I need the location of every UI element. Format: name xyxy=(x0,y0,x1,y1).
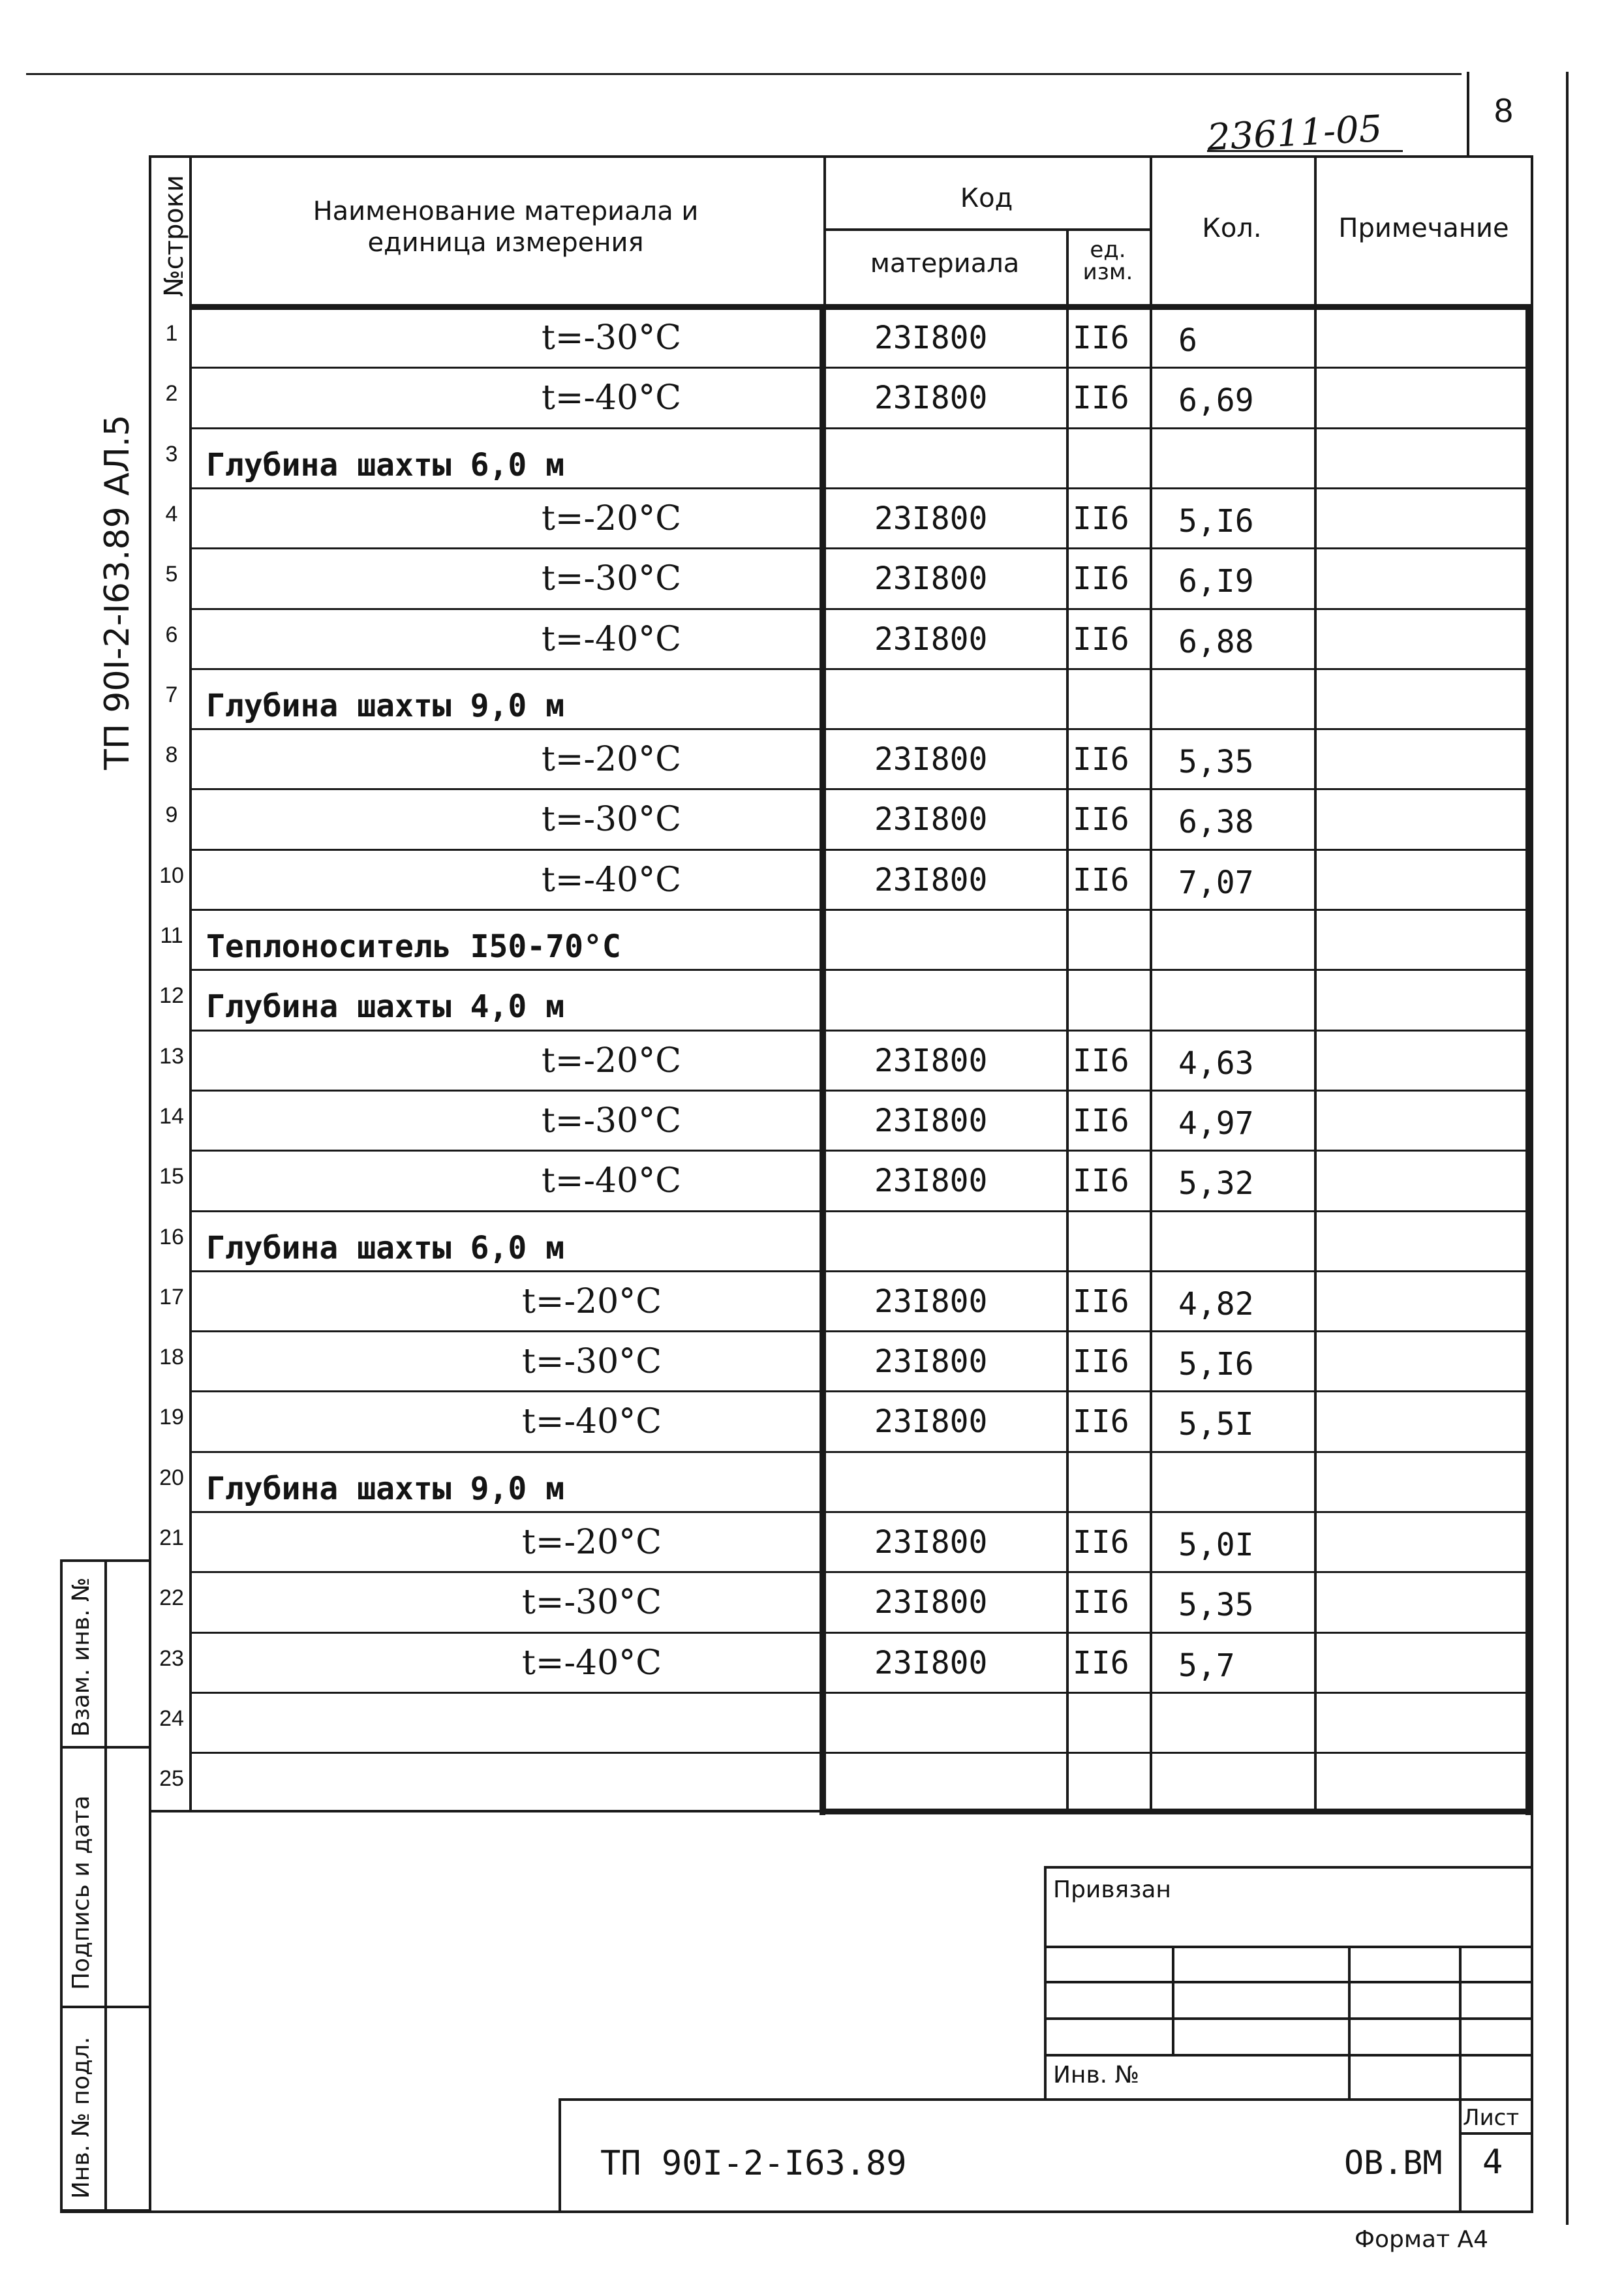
col-line-rowno xyxy=(189,155,192,1812)
row-material-code: 23I800 xyxy=(874,560,988,598)
row-separator xyxy=(189,1330,1533,1332)
row-separator xyxy=(189,728,1533,730)
row-separator xyxy=(189,1390,1533,1392)
header-row-no: №строки xyxy=(159,175,189,297)
row-material-code: 23I800 xyxy=(874,320,988,356)
row-material-code: 23I800 xyxy=(874,620,988,658)
row-quantity: 5,I6 xyxy=(1178,1346,1254,1383)
row-unit-code: II6 xyxy=(1073,320,1129,356)
row-quantity: 6,69 xyxy=(1178,382,1254,420)
row-separator xyxy=(189,1511,1533,1513)
row-temperature: t=-20°C xyxy=(542,498,681,538)
row-number: 20 xyxy=(159,1465,184,1490)
row-separator xyxy=(189,1692,1533,1694)
row-number: 25 xyxy=(159,1766,184,1792)
row-separator xyxy=(189,668,1533,670)
row-temperature: t=-40°C xyxy=(522,1402,662,1442)
row-separator xyxy=(189,1150,1533,1152)
row-number: 13 xyxy=(159,1043,184,1069)
header-material: материала xyxy=(870,249,1020,279)
body-thick-left xyxy=(820,304,825,1815)
row-separator xyxy=(189,788,1533,790)
row-number: 6 xyxy=(165,622,178,647)
spec-table xyxy=(149,155,1533,1812)
row-separator xyxy=(189,367,1533,369)
tb-v2 xyxy=(1348,1946,1351,2101)
lower-frame-right xyxy=(1531,1812,1533,2212)
row-quantity: 4,63 xyxy=(1178,1045,1254,1082)
row-temperature: t=-20°C xyxy=(522,1523,662,1562)
row-unit-code: II6 xyxy=(1073,380,1129,417)
row-name: Глубина шахты 9,0 м xyxy=(206,1470,565,1507)
tb-sheet-label: Лист xyxy=(1463,2105,1520,2131)
row-material-code: 23I800 xyxy=(874,1524,988,1561)
tb-inv-no: Инв. № xyxy=(1053,2062,1140,2088)
stamp-inv: Инв. № подл. xyxy=(68,2036,95,2199)
row-separator xyxy=(189,1030,1533,1032)
row-quantity: 5,5I xyxy=(1178,1406,1254,1443)
row-material-code: 23I800 xyxy=(874,861,988,898)
top-rule xyxy=(26,73,1462,75)
row-number: 9 xyxy=(165,803,178,828)
row-temperature: t=-30°C xyxy=(542,318,681,358)
tb-sheet-split xyxy=(1459,2132,1533,2135)
row-quantity: 6 xyxy=(1178,322,1197,359)
row-material-code: 23I800 xyxy=(874,1102,988,1139)
row-unit-code: II6 xyxy=(1073,500,1129,537)
col-line-unit xyxy=(1150,155,1152,1812)
tb-mark: ОВ.ВМ xyxy=(1344,2144,1443,2182)
tb-v3 xyxy=(1459,1946,1462,2101)
row-unit-code: II6 xyxy=(1073,1524,1129,1561)
row-quantity: 5,32 xyxy=(1178,1165,1254,1202)
tb-sheet-left xyxy=(1459,2098,1462,2212)
row-temperature: t=-20°C xyxy=(522,1281,662,1321)
row-separator xyxy=(189,608,1533,610)
row-temperature: t=-20°C xyxy=(542,740,681,780)
row-number: 1 xyxy=(165,321,178,346)
row-number: 17 xyxy=(159,1284,184,1309)
code-split-line xyxy=(823,228,1150,231)
col-line-qty xyxy=(1314,155,1317,1812)
row-separator xyxy=(189,487,1533,489)
row-name: Глубина шахты 6,0 м xyxy=(206,446,565,483)
row-temperature: t=-40°C xyxy=(542,860,681,900)
row-quantity: 4,97 xyxy=(1178,1105,1254,1142)
row-temperature: t=-40°C xyxy=(542,378,681,418)
row-separator xyxy=(189,1090,1533,1092)
row-unit-code: II6 xyxy=(1073,1042,1129,1079)
row-number: 12 xyxy=(159,983,184,1009)
lower-frame-left xyxy=(149,1812,151,2212)
row-unit-code: II6 xyxy=(1073,1644,1129,1681)
tb-left xyxy=(1044,1866,1047,2101)
row-separator xyxy=(189,1571,1533,1573)
row-material-code: 23I800 xyxy=(874,1644,988,1681)
row-number: 23 xyxy=(159,1645,184,1671)
row-unit-code: II6 xyxy=(1073,861,1129,898)
tb-v1 xyxy=(1172,1946,1174,2054)
page-number: 8 xyxy=(1494,92,1513,130)
body-top-border xyxy=(189,304,1533,310)
row-material-code: 23I800 xyxy=(874,1343,988,1381)
row-name: Глубина шахты 9,0 м xyxy=(206,687,565,724)
side-doc-code: ТП 90I-2-I63.89 АЛ.5 xyxy=(98,414,137,770)
handwritten-code: 23611-05 xyxy=(1206,108,1383,159)
row-unit-code: II6 xyxy=(1073,1343,1129,1381)
row-material-code: 23I800 xyxy=(874,741,988,778)
row-number: 4 xyxy=(165,501,178,527)
col-line-material xyxy=(1066,228,1069,1812)
row-temperature: t=-30°C xyxy=(522,1342,662,1382)
header-qty: Кол. xyxy=(1202,213,1262,243)
row-unit-code: II6 xyxy=(1073,620,1129,658)
row-unit-code: II6 xyxy=(1073,560,1129,598)
row-number: 24 xyxy=(159,1705,184,1731)
row-separator xyxy=(189,427,1533,429)
row-temperature: t=-30°C xyxy=(542,559,681,599)
row-material-code: 23I800 xyxy=(874,380,988,417)
row-unit-code: II6 xyxy=(1073,1283,1129,1320)
row-temperature: t=-30°C xyxy=(522,1583,662,1623)
stamp-podpis: Подпись и дата xyxy=(68,1795,95,1990)
tb-line-1 xyxy=(1044,1866,1533,1869)
side-stamp-divider xyxy=(104,1559,107,2212)
row-quantity: 6,I9 xyxy=(1178,563,1254,600)
tb-sheet-no: 4 xyxy=(1482,2143,1503,2182)
page-box-left xyxy=(1467,72,1469,158)
right-margin-line xyxy=(1566,72,1569,2225)
row-number: 2 xyxy=(165,381,178,406)
tb-privyazan: Привязан xyxy=(1053,1876,1171,1903)
row-number: 16 xyxy=(159,1224,184,1249)
row-material-code: 23I800 xyxy=(874,801,988,838)
row-number: 10 xyxy=(159,863,184,888)
header-code: Код xyxy=(960,183,1013,213)
row-separator xyxy=(189,909,1533,911)
tb-line-6 xyxy=(559,2098,1533,2101)
row-quantity: 6,38 xyxy=(1178,804,1254,841)
row-number: 8 xyxy=(165,742,178,768)
row-unit-code: II6 xyxy=(1073,801,1129,838)
row-separator xyxy=(189,849,1533,851)
row-separator xyxy=(189,1270,1533,1272)
row-quantity: 4,82 xyxy=(1178,1285,1254,1323)
row-temperature: t=-40°C xyxy=(522,1643,662,1683)
row-unit-code: II6 xyxy=(1073,1163,1129,1200)
row-name: Глубина шахты 6,0 м xyxy=(206,1229,565,1266)
body-thick-right xyxy=(1525,304,1531,1815)
header-unit: ед. изм. xyxy=(1082,237,1133,285)
row-number: 19 xyxy=(159,1405,184,1430)
row-temperature: t=-40°C xyxy=(542,619,681,659)
row-unit-code: II6 xyxy=(1073,1584,1129,1621)
row-number: 7 xyxy=(165,682,178,707)
row-temperature: t=-20°C xyxy=(542,1041,681,1080)
row-temperature: t=-30°C xyxy=(542,800,681,840)
side-stamp-sep2 xyxy=(60,2006,151,2008)
tb-doc-code: ТП 90I-2-I63.89 xyxy=(600,2144,907,2183)
row-material-code: 23I800 xyxy=(874,1403,988,1441)
header-name: Наименование материала и единица измерения xyxy=(313,196,699,258)
row-separator xyxy=(189,1632,1533,1634)
row-quantity: 5,I6 xyxy=(1178,502,1254,540)
stamp-vzam: Взам. инв. № xyxy=(68,1577,95,1737)
body-bottom-border xyxy=(820,1809,1533,1814)
row-separator xyxy=(189,547,1533,549)
row-separator xyxy=(189,1451,1533,1453)
row-separator xyxy=(189,969,1533,971)
side-stamp-sep1 xyxy=(60,1746,151,1749)
row-number: 5 xyxy=(165,562,178,587)
row-number: 21 xyxy=(159,1525,184,1550)
handwritten-underline xyxy=(1207,150,1403,152)
row-separator xyxy=(189,1752,1533,1754)
row-quantity: 5,35 xyxy=(1178,1587,1254,1624)
row-material-code: 23I800 xyxy=(874,500,988,537)
row-number: 18 xyxy=(159,1345,184,1370)
row-temperature: t=-40°C xyxy=(542,1161,681,1201)
row-quantity: 7,07 xyxy=(1178,864,1254,901)
row-number: 11 xyxy=(160,923,183,948)
row-quantity: 5,7 xyxy=(1178,1647,1235,1684)
row-material-code: 23I800 xyxy=(874,1042,988,1079)
row-quantity: 5,0I xyxy=(1178,1527,1254,1563)
row-quantity: 6,88 xyxy=(1178,623,1254,660)
row-separator xyxy=(189,1210,1533,1212)
row-unit-code: II6 xyxy=(1073,1102,1129,1139)
row-material-code: 23I800 xyxy=(874,1163,988,1200)
format-label: Формат А4 xyxy=(1355,2226,1489,2253)
tb-main-left xyxy=(559,2098,561,2212)
row-name: Глубина шахты 4,0 м xyxy=(206,988,565,1026)
row-name: Теплоноситель I50-70°C xyxy=(206,928,621,965)
row-number: 15 xyxy=(159,1164,184,1189)
row-number: 14 xyxy=(159,1103,184,1129)
row-quantity: 5,35 xyxy=(1178,744,1254,781)
row-unit-code: II6 xyxy=(1073,1403,1129,1441)
row-material-code: 23I800 xyxy=(874,1283,988,1320)
row-material-code: 23I800 xyxy=(874,1584,988,1621)
row-number: 3 xyxy=(165,441,178,466)
row-unit-code: II6 xyxy=(1073,741,1129,778)
lower-frame-bottom xyxy=(60,2210,1533,2213)
row-number: 22 xyxy=(159,1585,184,1611)
row-temperature: t=-30°C xyxy=(542,1101,681,1140)
header-note: Примечание xyxy=(1338,213,1509,243)
